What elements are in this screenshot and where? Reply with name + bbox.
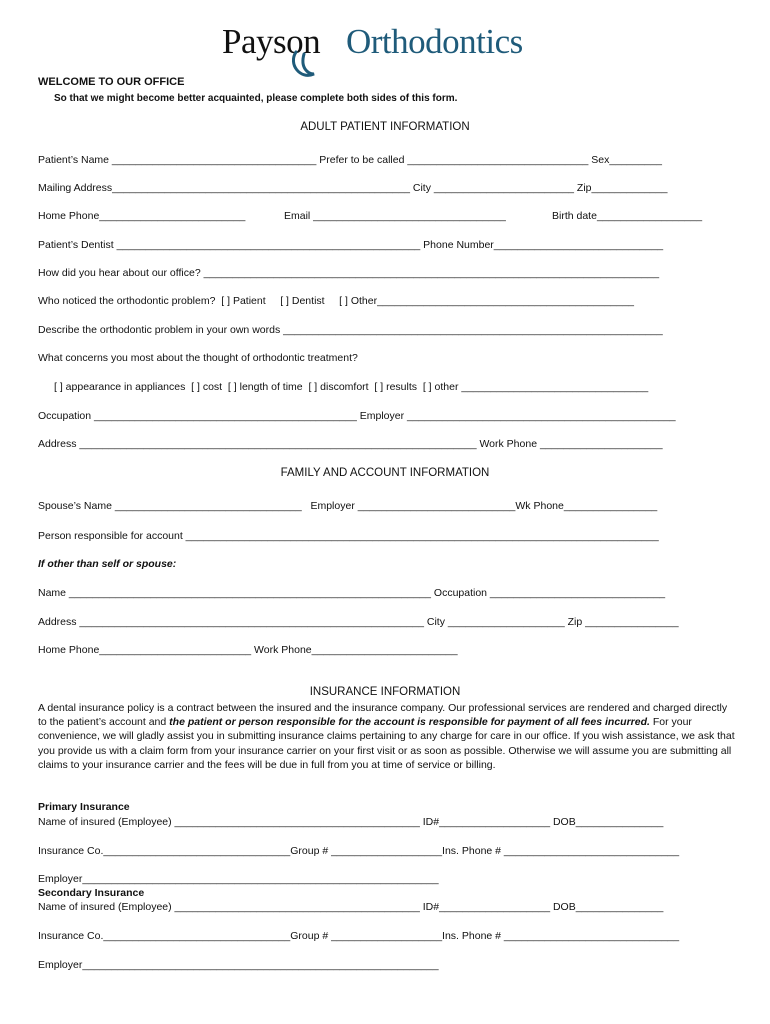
primary-insurance-label: Primary Insurance <box>38 801 130 813</box>
responsible-person-row[interactable]: Person responsible for account _________________________________________________________________________________ <box>38 530 659 542</box>
secondary-insured-row[interactable]: Name of insured (Employee) __________________________________________ ID#___________________ DOB_______________ <box>38 901 664 913</box>
logo-swoosh-icon <box>286 44 326 84</box>
insurance-paragraph <box>38 701 738 772</box>
intro-text: So that we might become better acquainted, please complete both sides of this form. <box>54 93 458 104</box>
concerns-checkboxes-row[interactable]: [ ] appearance in appliances [ ] cost [ ] length of time [ ] discomfort [ ] results [ ] other ________________________________ <box>54 381 649 393</box>
other-phones-row[interactable]: Home Phone__________________________ Work Phone_________________________ <box>38 644 458 656</box>
patient-dentist-row[interactable]: Patient’s Dentist ____________________________________________________ Phone Number_____________________________ <box>38 239 664 251</box>
email-field[interactable]: Email _________________________________ <box>284 210 506 222</box>
family-section-title: FAMILY AND ACCOUNT INFORMATION <box>280 467 490 479</box>
describe-problem-row[interactable]: Describe the orthodontic problem in your own words _________________________________________________________________ <box>38 324 663 336</box>
other-address-row[interactable]: Address ___________________________________________________________ City ____________________ Zip ________________ <box>38 616 679 628</box>
insurance-paragraph-emphasis: the patient or person responsible for the account is responsible for payment of all fees incurred. <box>169 716 650 729</box>
welcome-heading: WELCOME TO OUR OFFICE <box>38 76 185 88</box>
insurance-paragraph-part2: For your convenience, we will gladly assist you in submitting insurance claims pertaining to any charge for care in our office. If you wish assistance, we ask that you provide us with a claim form from your insurance carrier on your first visit or as soon as possible. Otherwise we will assume you are submitting all claims to your insurance carrier and the fees will be due in full from you at time of service or billing. <box>38 716 735 771</box>
referral-source-row[interactable]: How did you hear about our office? ______________________________________________________________________________ <box>38 267 660 279</box>
primary-employer-row[interactable]: Employer_____________________________________________________________ <box>38 873 439 885</box>
patient-name-row[interactable]: Patient’s Name ___________________________________ Prefer to be called _______________________________ Sex_________ <box>38 154 662 166</box>
secondary-company-row[interactable]: Insurance Co.________________________________Group # ___________________Ins. Phone # ______________________________ <box>38 930 680 942</box>
logo-payson-text: Payson <box>222 22 321 61</box>
secondary-insurance-label: Secondary Insurance <box>38 887 145 899</box>
practice-logo <box>222 14 582 84</box>
birth-date-field[interactable]: Birth date__________________ <box>552 210 703 222</box>
home-phone-field[interactable]: Home Phone_________________________ <box>38 210 246 222</box>
logo-orthodontics-text: Orthodontics <box>346 22 523 61</box>
primary-company-row[interactable]: Insurance Co.________________________________Group # ___________________Ins. Phone # ______________________________ <box>38 845 680 857</box>
mailing-address-row[interactable]: Mailing Address___________________________________________________ City ________________________ Zip_____________ <box>38 182 668 194</box>
spouse-row[interactable]: Spouse’s Name ________________________________ Employer ___________________________Wk Phone________________ <box>38 500 658 512</box>
address-work-phone-row[interactable]: Address ____________________________________________________________________ Work Phone _____________________ <box>38 438 663 450</box>
concerns-question: What concerns you most about the thought of orthodontic treatment? <box>38 352 358 364</box>
occupation-employer-row[interactable]: Occupation _____________________________________________ Employer ______________________________________________ <box>38 410 676 422</box>
insurance-section-title: INSURANCE INFORMATION <box>309 686 461 698</box>
noticed-problem-row[interactable]: Who noticed the orthodontic problem? [ ] Patient [ ] Dentist [ ] Other____________________________________________ <box>38 295 635 307</box>
insurance-paragraph-part1: A dental insurance policy is a contract between the insured and the insurance company. Our professional services are rendered and charged directly to the patient’s account and <box>38 702 728 729</box>
other-than-self-label: If other than self or spouse: <box>38 558 177 570</box>
secondary-employer-row[interactable]: Employer_____________________________________________________________ <box>38 959 439 971</box>
other-name-occupation-row[interactable]: Name ______________________________________________________________ Occupation ______________________________ <box>38 587 666 599</box>
primary-insured-row[interactable]: Name of insured (Employee) __________________________________________ ID#___________________ DOB_______________ <box>38 816 664 828</box>
adult-section-title: ADULT PATIENT INFORMATION <box>300 121 470 133</box>
